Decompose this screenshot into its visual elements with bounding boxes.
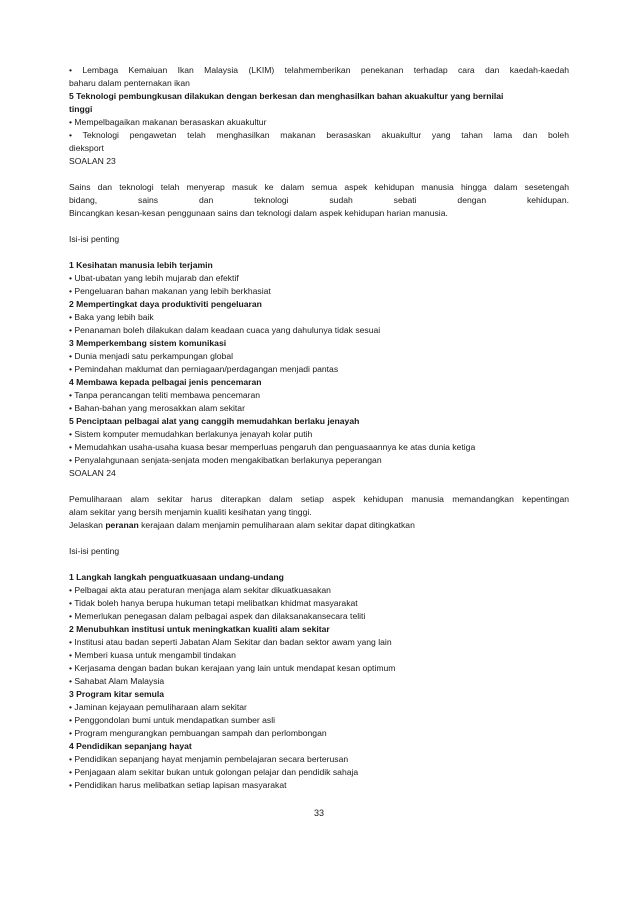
soalan-24-label: SOALAN 24 bbox=[69, 468, 116, 478]
bullet-item: • Penggondolan bumi untuk mendapatkan sumber asli bbox=[69, 715, 276, 725]
soalan-23-label: SOALAN 23 bbox=[69, 156, 116, 166]
soalan-23-question-line-2: bidang, sains dan teknologi sudah sebati dengan kehidupan. bbox=[69, 195, 569, 205]
point-heading: 1 Kesihatan manusia lebih terjamin bbox=[69, 260, 213, 270]
bullet-item: • Tanpa perancangan teliti membawa pencemaran bbox=[69, 390, 261, 400]
bullet-item: • Pendidikan harus melibatkan setiap lapisan masyarakat bbox=[69, 780, 287, 790]
soalan-24-question-line-1: Pemuliharaan alam sekitar harus diterapkan dalam setiap aspek kehidupan manusia memandangkan kepentingan bbox=[69, 494, 569, 504]
heading-5-line-2: tinggi bbox=[69, 104, 93, 114]
point-heading: 5 Penciptaan pelbagai alat yang canggih memudahkan berlaku jenayah bbox=[69, 416, 360, 426]
bullet-item: • Baka yang lebih baik bbox=[69, 312, 154, 322]
question-text: kerajaan dalam menjamin pemuliharaan alam sekitar dapat ditingkatkan bbox=[138, 520, 415, 530]
point-heading: 2 Menubuhkan institusi untuk meningkatkan kualiti alam sekitar bbox=[69, 624, 330, 634]
bullet-item: • Institusi atau badan seperti Jabatan Alam Sekitar dan badan sektor awam yang lain bbox=[69, 637, 392, 647]
bullet-item: • Teknologi pengawetan telah menghasilkan makanan berasaskan akuakultur yang tahan lama dan boleh bbox=[69, 130, 569, 140]
bullet-item: • Memerlukan penegasan dalam pelbagai aspek dan dilaksanakansecara teliti bbox=[69, 611, 366, 621]
soalan-23-question-line-3: Bincangkan kesan-kesan penggunaan sains dan teknologi dalam aspek kehidupan harian manusia. bbox=[69, 208, 448, 218]
bullet-item: • Bahan-bahan yang merosakkan alam sekitar bbox=[69, 403, 245, 413]
bullet-item: • Penanaman boleh dilakukan dalam keadaan cuaca yang dahulunya tidak sesuai bbox=[69, 325, 381, 335]
spacer bbox=[69, 480, 569, 493]
bullet-item: • Jaminan kejayaan pemuliharaan alam sekitar bbox=[69, 702, 247, 712]
bullet-item: • Kerjasama dengan badan bukan kerajaan yang lain untuk mendapat kesan optimum bbox=[69, 663, 396, 673]
spacer bbox=[69, 246, 569, 259]
soalan-23-question-line-1: Sains dan teknologi telah menyerap masuk ke dalam semua aspek kehidupan manusia hingga dalam sesetengah bbox=[69, 182, 569, 192]
spacer bbox=[69, 532, 569, 545]
document-page bbox=[69, 64, 569, 792]
bullet-item: • Dunia menjadi satu perkampungan global bbox=[69, 351, 234, 361]
point-heading: 3 Memperkembang sistem komunikasi bbox=[69, 338, 227, 348]
point-heading: 4 Pendidikan sepanjang hayat bbox=[69, 741, 192, 751]
bullet-item: • Sistem komputer memudahkan berlakunya jenayah kolar putih bbox=[69, 429, 313, 439]
bullet-item: • Sahabat Alam Malaysia bbox=[69, 676, 165, 686]
point-heading: 3 Program kitar semula bbox=[69, 689, 165, 699]
bullet-item: • Memberi kuasa untuk mengambil tindakan bbox=[69, 650, 236, 660]
bullet-item: • Ubat-ubatan yang lebih mujarab dan efektif bbox=[69, 273, 239, 283]
bullet-item: • Pelbagai akta atau peraturan menjaga alam sekitar dikuatkuasakan bbox=[69, 585, 331, 595]
bullet-item: • Program mengurangkan pembuangan sampah dan perlombongan bbox=[69, 728, 327, 738]
bullet-continuation: dieksport bbox=[69, 143, 104, 153]
bullet-item: • Penjagaan alam sekitar bukan untuk golongan pelajar dan pendidik sahaja bbox=[69, 767, 359, 777]
bullet-item: • Memudahkan usaha-usaha kuasa besar memperluas pengaruh dan penguasaannya ke atas dunia ketiga bbox=[69, 442, 476, 452]
intro-line-2: baharu dalam penternakan ikan bbox=[69, 78, 190, 88]
soalan-24-isi-label: Isi-isi penting bbox=[69, 546, 120, 556]
soalan-23-isi-label: Isi-isi penting bbox=[69, 234, 120, 244]
heading-5-line-1: 5 Teknologi pembungkusan dilakukan dengan berkesan dan menghasilkan bahan akuakultur yang bernilai bbox=[69, 91, 504, 101]
bullet-item: • Penyalahgunaan senjata-senjata moden mengakibatkan berlakunya peperangan bbox=[69, 455, 382, 465]
soalan-24-question-line-3 bbox=[69, 519, 569, 532]
bullet-item: • Mempelbagaikan makanan berasaskan akuakultur bbox=[69, 117, 267, 127]
spacer bbox=[69, 168, 569, 181]
soalan-24-question-line-2: alam sekitar yang bersih menjamin kualiti kesihatan yang tinggi. bbox=[69, 507, 312, 517]
page-number: 33 bbox=[313, 808, 324, 818]
bullet-item: • Pendidikan sepanjang hayat menjamin pembelajaran secara berterusan bbox=[69, 754, 349, 764]
point-heading: 1 Langkah langkah penguatkuasaan undang-undang bbox=[69, 572, 284, 582]
point-heading: 2 Mempertingkat daya produktiviti pengeluaran bbox=[69, 299, 262, 309]
question-keyword: peranan bbox=[105, 520, 139, 530]
bullet-item: • Pengeluaran bahan makanan yang lebih berkhasiat bbox=[69, 286, 271, 296]
bullet-item: • Pemindahan maklumat dan perniagaan/perdagangan menjadi pantas bbox=[69, 364, 339, 374]
spacer bbox=[69, 558, 569, 571]
question-text: Jelaskan bbox=[69, 520, 106, 530]
intro-line-1: • Lembaga Kemaiuan Ikan Malaysia (LKIM) telahmemberikan penekanan terhadap cara dan kaedah-kaedah bbox=[69, 65, 569, 75]
bullet-item: • Tidak boleh hanya berupa hukuman tetapi melibatkan khidmat masyarakat bbox=[69, 598, 358, 608]
spacer bbox=[69, 220, 569, 233]
point-heading: 4 Membawa kepada pelbagai jenis pencemaran bbox=[69, 377, 262, 387]
